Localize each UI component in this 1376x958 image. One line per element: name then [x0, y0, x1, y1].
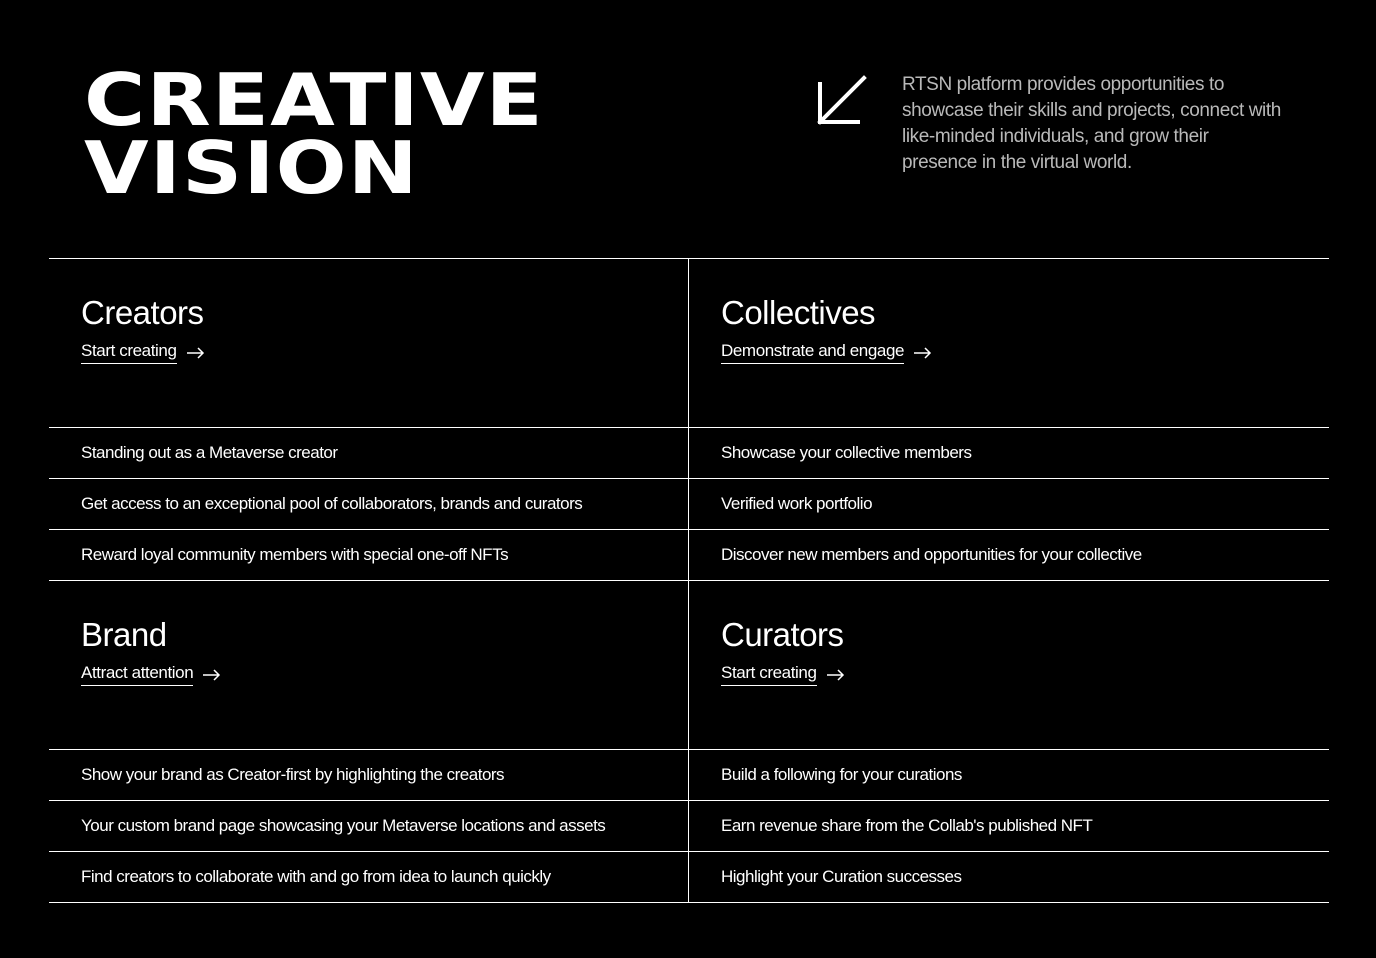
page-title-line-1: CREATIVE: [84, 58, 544, 142]
collectives-link-label: Demonstrate and engage: [721, 341, 904, 364]
collectives-feature-3: Discover new members and opportunities for your collective: [689, 530, 1329, 581]
creators-title: Creators: [81, 294, 204, 331]
creators-link-label: Start creating: [81, 341, 177, 364]
arrow-right-icon: [826, 669, 845, 681]
brand-feature-1: Show your brand as Creator-first by highlighting the creators: [49, 750, 688, 801]
curators-card: [689, 581, 1329, 903]
creators-card: [49, 259, 689, 581]
creators-feature-2: Get access to an exceptional pool of collaborators, brands and curators: [49, 479, 688, 530]
curators-feature-1: Build a following for your curations: [689, 750, 1329, 801]
collectives-card: [689, 259, 1329, 581]
brand-attract-attention-link[interactable]: [81, 663, 221, 686]
curators-link-label: Start creating: [721, 663, 817, 686]
brand-feature-3: Find creators to collaborate with and go from idea to launch quickly: [49, 852, 688, 903]
collectives-feature-1: Showcase your collective members: [689, 428, 1329, 479]
arrow-right-icon: [913, 347, 932, 359]
arrow-right-icon: [202, 669, 221, 681]
intro-text: RTSN platform provides opportunities to showcase their skills and projects, connect with like-minded individuals, and grow their presence in the virtual world.: [902, 74, 1281, 173]
audience-grid: [49, 258, 1329, 903]
collectives-title: Collectives: [721, 294, 876, 331]
curators-feature-2: Earn revenue share from the Collab's published NFT: [689, 801, 1329, 852]
curators-feature-3: Highlight your Curation successes: [689, 852, 1329, 903]
creators-card-header: [49, 259, 688, 428]
collectives-demonstrate-link[interactable]: [721, 341, 932, 364]
collectives-feature-2: Verified work portfolio: [689, 479, 1329, 530]
creators-feature-1: Standing out as a Metaverse creator: [49, 428, 688, 479]
curators-title: Curators: [721, 616, 844, 653]
arrow-down-left-icon: [814, 74, 868, 128]
page-title-line-2: VISION: [84, 126, 419, 210]
collectives-card-header: [689, 259, 1329, 428]
curators-card-header: [689, 581, 1329, 750]
brand-card: [49, 581, 689, 903]
brand-title: Brand: [81, 616, 167, 653]
brand-feature-2: Your custom brand page showcasing your Metaverse locations and assets: [49, 801, 688, 852]
curators-start-creating-link[interactable]: [721, 663, 845, 686]
creators-feature-3: Reward loyal community members with special one-off NFTs: [49, 530, 688, 581]
arrow-right-icon: [186, 347, 205, 359]
page-title: [84, 58, 544, 210]
brand-card-header: [49, 581, 688, 750]
creators-start-creating-link[interactable]: [81, 341, 205, 364]
brand-link-label: Attract attention: [81, 663, 193, 686]
